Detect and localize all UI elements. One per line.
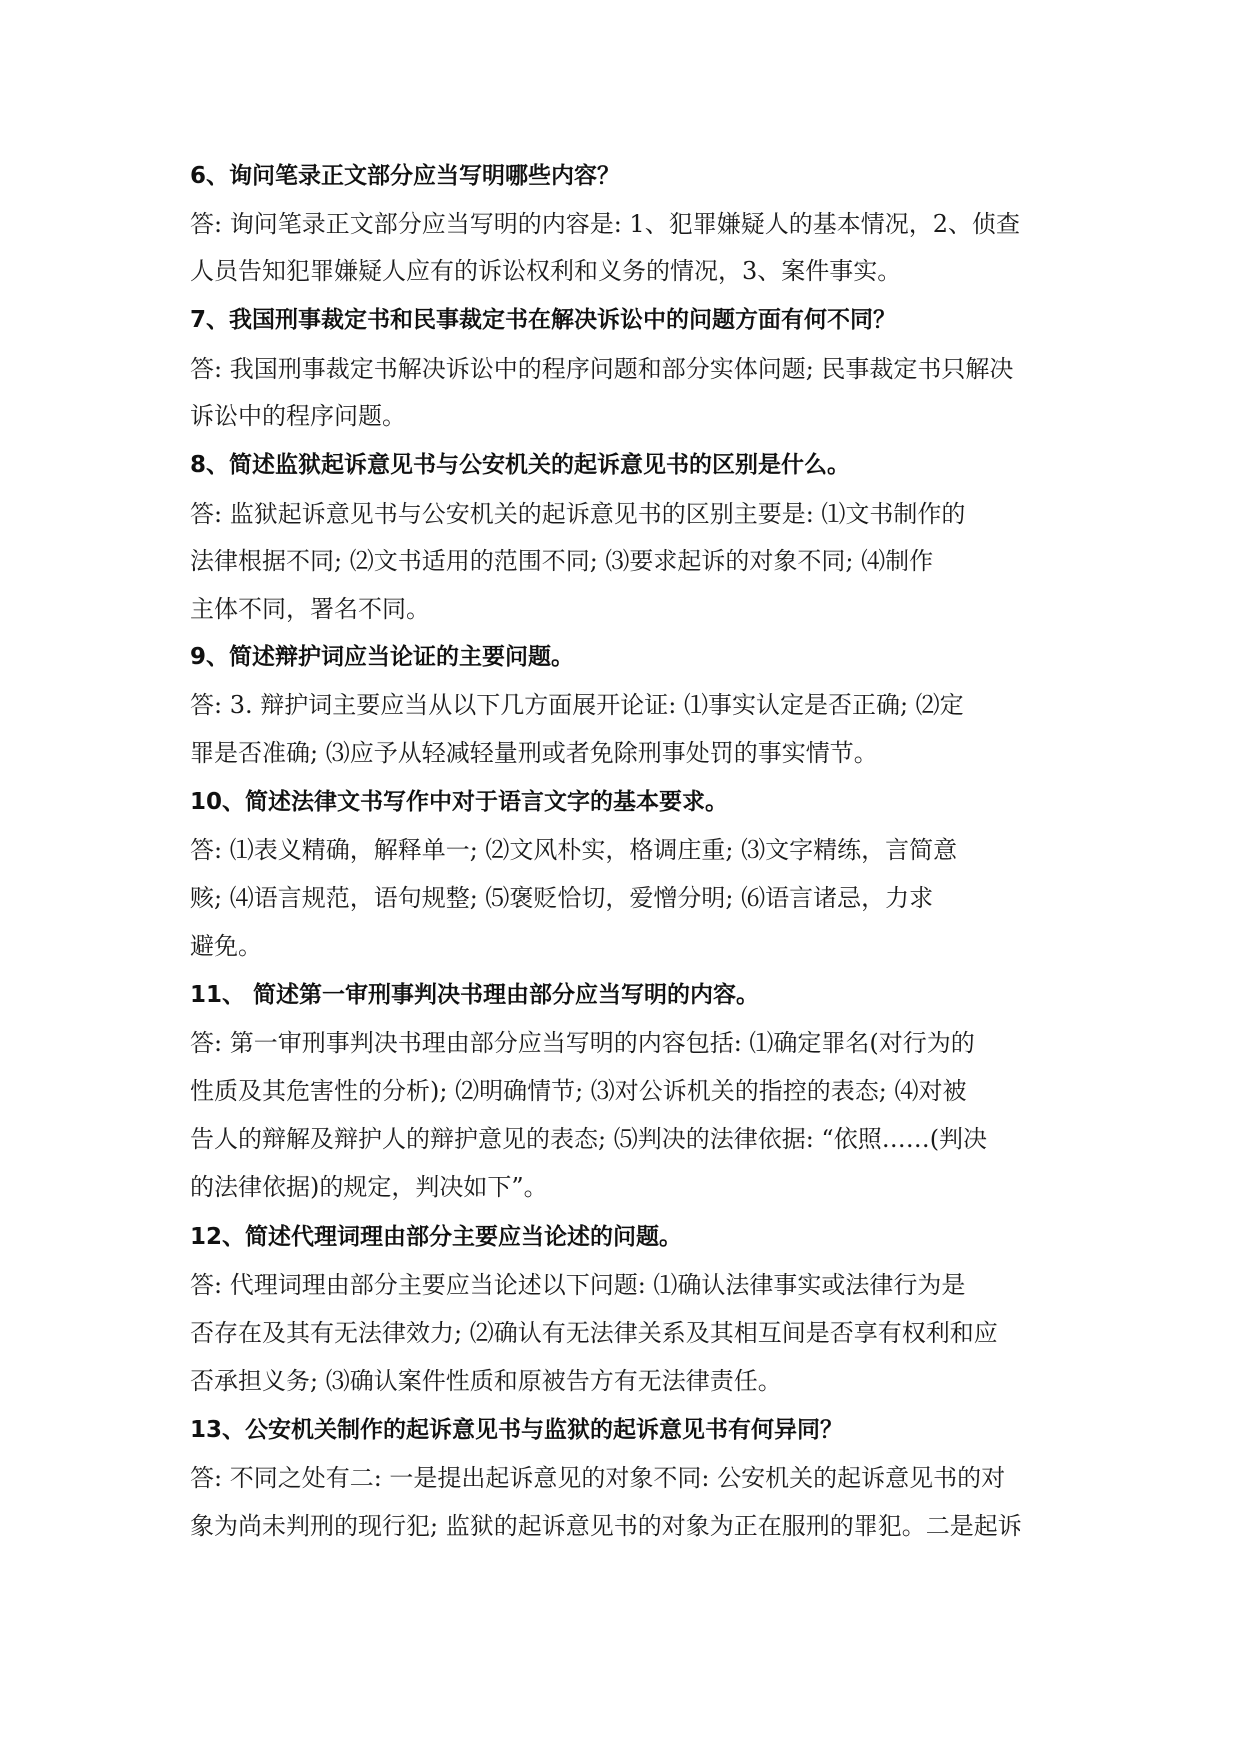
answer-8-line-2: 法律根据不同; ⑵文书适用的范围不同; ⑶要求起诉的对象不同; ⑷制作 bbox=[190, 547, 934, 575]
question-7: 7、我国刑事裁定书和民事裁定书在解决诉讼中的问题方面有何不同？ bbox=[190, 307, 897, 333]
answer-11-line-2: 性质及其危害性的分析); ⑵明确情节; ⑶对公诉机关的指控的表态; ⑷对被 bbox=[190, 1077, 967, 1105]
answer-10-line-1: 答: ⑴表义精确，解释单一; ⑵文风朴实，格调庄重; ⑶文字精练，言简意 bbox=[190, 836, 958, 864]
answer-7-line-2: 诉讼中的程序问题。 bbox=[190, 402, 406, 430]
answer-11-line-3: 告人的辩解及辩护人的辩护意见的表态; ⑸判决的法律依据: “依照……(判决 bbox=[190, 1125, 988, 1153]
answer-8-line-3: 主体不同，署名不同。 bbox=[190, 595, 430, 623]
question-13: 13、公安机关制作的起诉意见书与监狱的起诉意见书有何异同？ bbox=[190, 1417, 844, 1443]
question-6: 6、询问笔录正文部分应当写明哪些内容？ bbox=[190, 163, 621, 189]
answer-6-line-2: 人员告知犯罪嫌疑人应有的诉讼权利和义务的情况，3、案件事实。 bbox=[190, 257, 902, 285]
answer-7-line-1: 答: 我国刑事裁定书解决诉讼中的程序问题和部分实体问题; 民事裁定书只解决 bbox=[190, 355, 1014, 383]
answer-13-line-1: 答: 不同之处有二: 一是提出起诉意见的对象不同: 公安机关的起诉意见书的对 bbox=[190, 1464, 1006, 1492]
answer-11-line-4: 的法律依据)的规定，判决如下”。 bbox=[190, 1173, 548, 1201]
answer-13-line-2: 象为尚未判刑的现行犯; 监狱的起诉意见书的对象为正在服刑的罪犯。二是起诉 bbox=[190, 1512, 1022, 1540]
question-9: 9、简述辩护词应当论证的主要问题。 bbox=[190, 644, 575, 670]
answer-12-line-1: 答: 代理词理由部分主要应当论述以下问题: ⑴确认法律事实或法律行为是 bbox=[190, 1271, 966, 1299]
answer-12-line-3: 否承担义务; ⑶确认案件性质和原被告方有无法律责任。 bbox=[190, 1367, 782, 1395]
answer-6-line-1: 答: 询问笔录正文部分应当写明的内容是: 1、犯罪嫌疑人的基本情况，2、侦查 bbox=[190, 210, 1020, 238]
question-8: 8、简述监狱起诉意见书与公安机关的起诉意见书的区别是什么。 bbox=[190, 452, 851, 478]
answer-10-line-2: 赅; ⑷语言规范，语句规整; ⑸褒贬恰切，爱憎分明; ⑹语言诸忌，力求 bbox=[190, 884, 934, 912]
question-12: 12、简述代理词理由部分主要应当论述的问题。 bbox=[190, 1224, 683, 1250]
answer-10-line-3: 避免。 bbox=[190, 932, 262, 960]
question-11: 11、 简述第一审刑事判决书理由部分应当写明的内容。 bbox=[190, 982, 760, 1008]
question-10: 10、简述法律文书写作中对于语言文字的基本要求。 bbox=[190, 789, 729, 815]
answer-12-line-2: 否存在及其有无法律效力; ⑵确认有无法律关系及其相互间是否享有权利和应 bbox=[190, 1319, 998, 1347]
answer-9-line-2: 罪是否准确; ⑶应予从轻减轻量刑或者免除刑事处罚的事实情节。 bbox=[190, 739, 878, 767]
answer-11-line-1: 答: 第一审刑事判决书理由部分应当写明的内容包括: ⑴确定罪名(对行为的 bbox=[190, 1029, 975, 1057]
answer-8-line-1: 答: 监狱起诉意见书与公安机关的起诉意见书的区别主要是: ⑴文书制作的 bbox=[190, 500, 966, 528]
answer-9-line-1: 答: 3. 辩护词主要应当从以下几方面展开论证: ⑴事实认定是否正确; ⑵定 bbox=[190, 691, 964, 719]
